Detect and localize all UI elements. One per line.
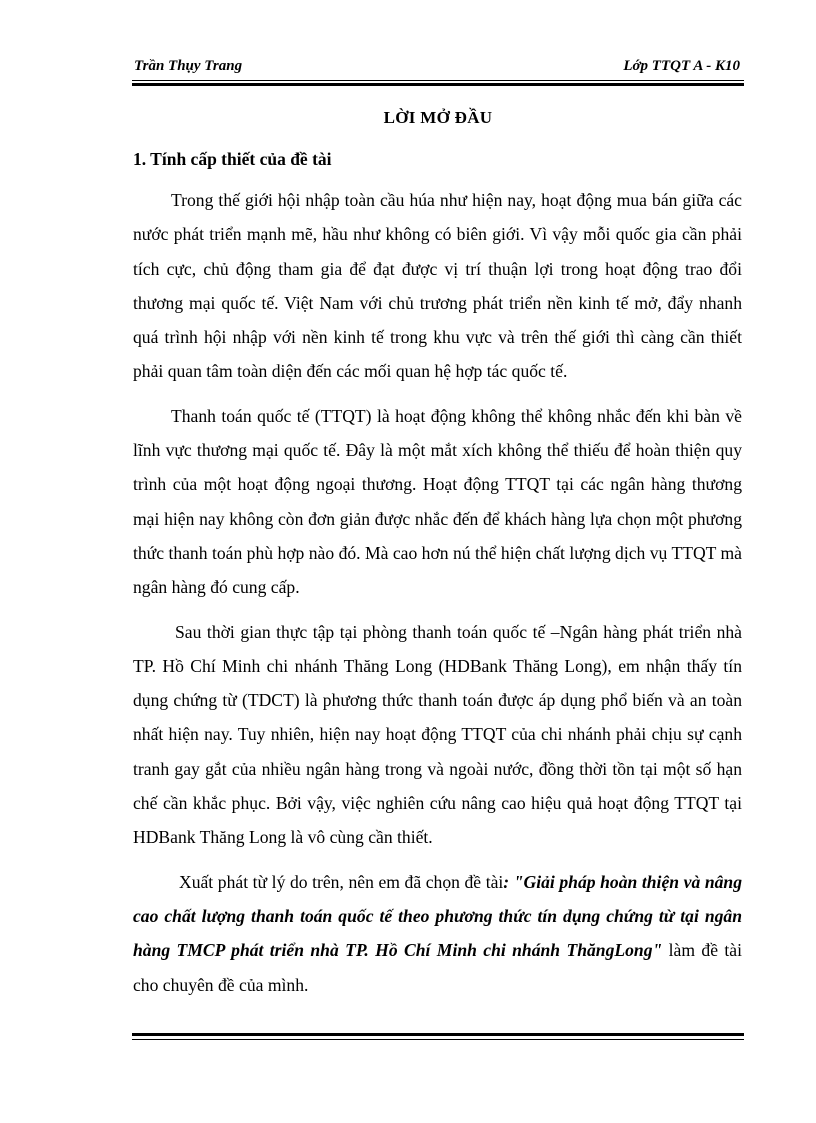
- paragraph-1: Trong thế giới hội nhập toàn cầu húa như hiện nay, hoạt động mua bán giữa các nước phát triển mạnh mẽ, hầu như không có biên giới. Vì vậy mỗi quốc gia cần phải tích cực, chủ động tham gia để đạt được vị trí thuận lợi trong hoạt động trao đổi thương mại quốc tế. Việt Nam với chủ trương phát triển nền kinh tế mở, đẩy nhanh quá trình hội nhập với nền kinh tế trong khu vực và trên thế giới thì càng cần thiết phải quan tâm toàn diện đến các mối quan hệ hợp tác quốc tế.: [133, 190, 742, 382]
- paragraph-4-intro: Xuất phát từ lý do trên, nên em đã chọn đề tài: [179, 871, 504, 892]
- section-heading: 1. Tính cấp thiết của đề tài: [133, 149, 332, 169]
- footer-divider-thick: [132, 1033, 744, 1036]
- header-divider: [132, 83, 744, 86]
- thesis-topic: : "Giải pháp hoàn thiện và nâng cao chất lượng thanh toán quốc tế theo phương thức tín dụng chứng từ tại ngân hàng TMCP phát triển nhà TP. Hồ Chí Minh chi nhánh ThăngLong": [133, 871, 742, 961]
- page-title: LỜI MỞ ĐẦU: [383, 108, 493, 127]
- paragraph-4: [133, 865, 742, 1002]
- paragraph-3: Sau thời gian thực tập tại phòng thanh toán quốc tế –Ngân hàng phát triển nhà TP. Hồ Chí Minh chi nhánh Thăng Long (HDBank Thăng Long), em nhận thấy tín dụng chứng từ (TDCT) là phương thức thanh toán được áp dụng phổ biến và an toàn nhất hiện nay. Tuy nhiên, hiện nay hoạt động TTQT của chi nhánh phải chịu sự cạnh tranh gay gắt của nhiều ngân hàng trong và ngoài nước, đồng thời tồn tại một số hạn chế cần khắc phục. Bởi vậy, việc nghiên cứu nâng cao hiệu quả hoạt động TTQT tại HDBank Thăng Long là vô cùng cần thiết.: [133, 621, 742, 848]
- document-body: [133, 183, 742, 1012]
- footer-divider-thin: [132, 1039, 744, 1040]
- paragraph-2: Thanh toán quốc tế (TTQT) là hoạt động không thể không nhắc đến khi bàn về lĩnh vực thương mại quốc tế. Đây là một mắt xích không thể thiếu để hoàn thiện quy trình của một hoạt động ngoại thương. Hoạt động TTQT tại các ngân hàng thương mại hiện nay không còn đơn giản được nhắc đến để khách hàng lựa chọn một phương thức thanh toán phù hợp nào đó. Mà cao hơn nú thể hiện chất lượng dịch vụ TTQT mà ngân hàng đó cung cấp.: [133, 405, 742, 598]
- header-author: Trần Thụy Trang: [134, 58, 243, 74]
- paragraph-4-outro: làm đề tài cho chuyên đề của mình.: [133, 940, 742, 995]
- page-header: [132, 56, 744, 81]
- header-class: Lớp TTQT A - K10: [623, 58, 740, 74]
